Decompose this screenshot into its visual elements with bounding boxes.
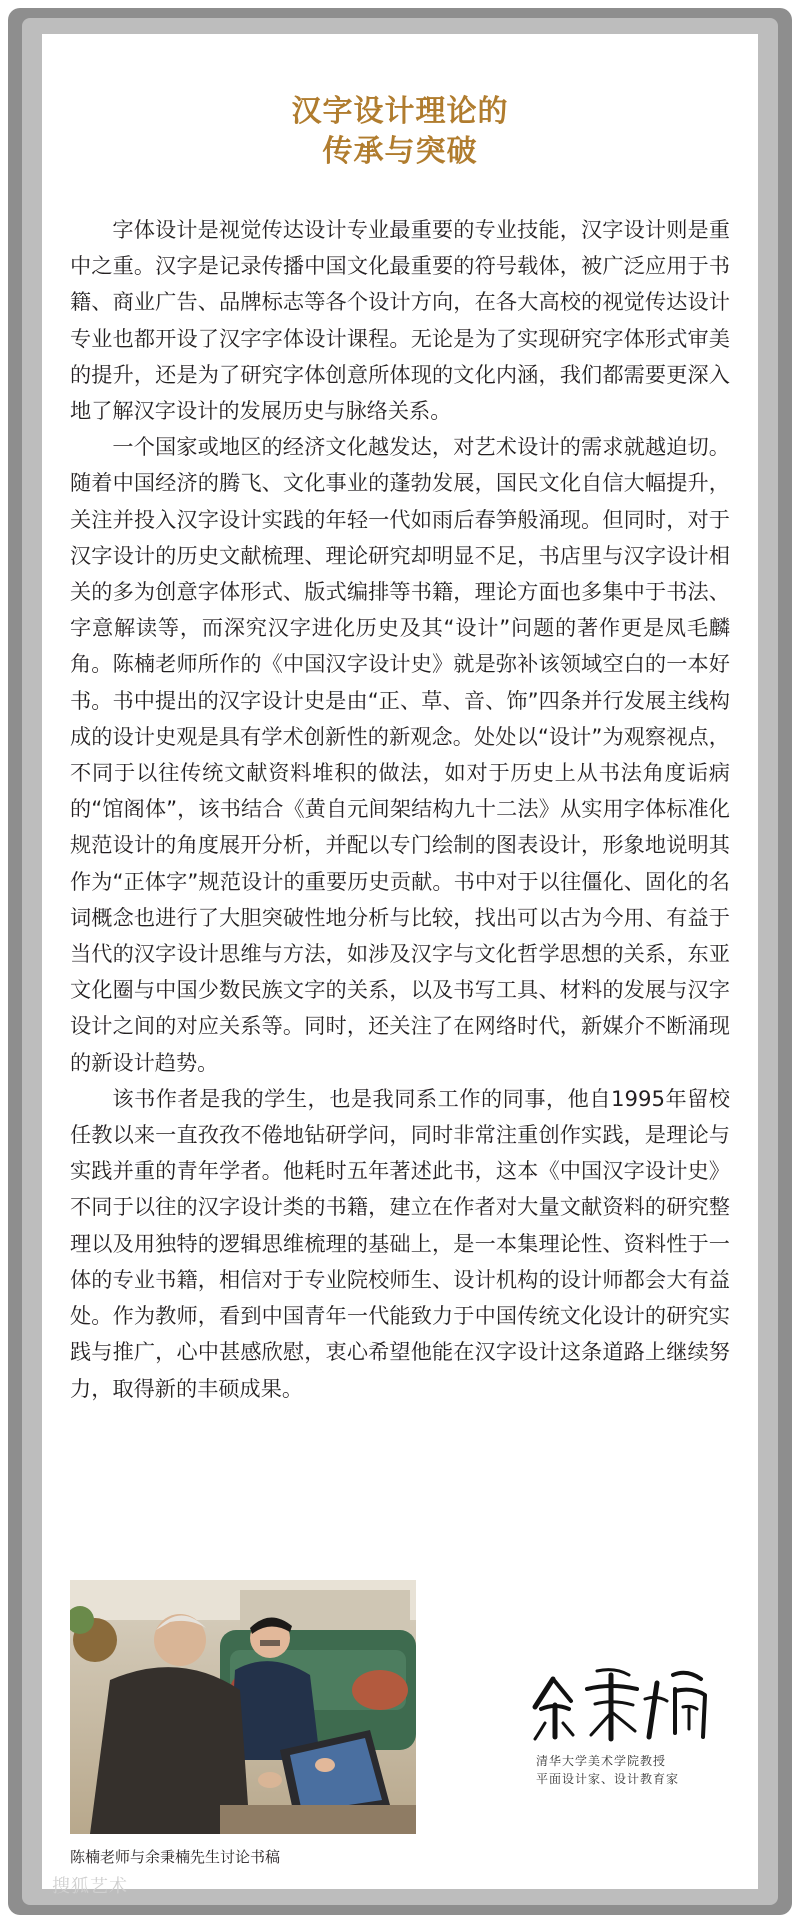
page: [42, 34, 758, 1889]
article-body: [70, 212, 730, 1407]
author-credit: [536, 1752, 736, 1788]
handwritten-signature: [525, 1649, 715, 1749]
paragraph-2: 一个国家或地区的经济文化越发达，对艺术设计的需求就越迫切。随着中国经济的腾飞、文化事业的蓬勃发展，国民文化自信大幅提升，关注并投入汉字设计实践的年轻一代如雨后春笋般涌现。但同时，对于汉字设计的历史文献梳理、理论研究却明显不足，书店里与汉字设计相关的多为创意字体形式、版式编排等书籍，理论方面也多集中于书法、字意解读等，而深究汉字进化历史及其“设计”问题的著作更是凤毛麟角。陈楠老师所作的《中国汉字设计史》就是弥补该领域空白的一本好书。书中提出的汉字设计史是由“正、草、音、饰”四条并行发展主线构成的设计史观是具有学术创新性的新观念。处处以“设计”为观察视点，不同于以往传统文献资料堆积的做法，如对于历史上从书法角度诟病的“馆阁体”，该书结合《黄自元间架结构九十二法》从实用字体标准化规范设计的角度展开分析，并配以专门绘制的图表设计，形象地说明其作为“正体字”规范设计的重要历史贡献。书中对于以往僵化、固化的名词概念也进行了大胆突破性地分析与比较，找出可以古为今用、有益于当代的汉字设计思维与方法，如涉及汉字与文化哲学思想的关系，东亚文化圈与中国少数民族文字的关系，以及书写工具、材料的发展与汉字设计之间的对应关系等。同时，还关注了在网络时代，新媒介不断涌现的新设计趋势。: [70, 434, 730, 1075]
photo-illustration: [70, 1580, 416, 1834]
photo-caption: 陈楠老师与余秉楠先生讨论书稿: [70, 1848, 281, 1866]
title-line-1: 汉字设计理论的: [291, 94, 509, 129]
title-line-2: 传承与突破: [322, 134, 478, 169]
discussion-photo: [70, 1580, 416, 1834]
paragraph-3: 该书作者是我的学生，也是我同系工作的同事，他自1995年留校任教以来一直孜孜不倦地钻研学问，同时非常注重创作实践，是理论与实践并重的青年学者。他耗时五年著述此书，这本《中国汉字设计史》不同于以往的汉字设计类的书籍，建立在作者对大量文献资料的研究整理以及用独特的逻辑思维梳理的基础上，是一本集理论性、资料性于一体的专业书籍，相信对于专业院校师生、设计机构的设计师都会大有益处。作为教师，看到中国青年一代能致力于中国传统文化设计的研究实践与推广，心中甚感欣慰，衷心希望他能在汉字设计这条道路上继续努力，取得新的丰硕成果。: [70, 1085, 730, 1401]
paragraph-1: 字体设计是视觉传达设计专业最重要的专业技能，汉字设计则是重中之重。汉字是记录传播中国文化最重要的符号载体，被广泛应用于书籍、商业广告、品牌标志等各个设计方向，在各大高校的视觉传达设计专业也都开设了汉字字体设计课程。无论是为了实现研究字体形式审美的提升，还是为了研究字体创意所体现的文化内涵，我们都需要更深入地了解汉字设计的发展历史与脉络关系。: [70, 217, 730, 424]
article-title: [42, 92, 758, 172]
watermark: 搜狐艺术: [52, 1876, 128, 1897]
credit-line-1: 清华大学美术学院教授: [536, 1754, 667, 1768]
signature-graphic: [525, 1649, 715, 1749]
credit-line-2: 平面设计家、设计教育家: [536, 1772, 680, 1786]
